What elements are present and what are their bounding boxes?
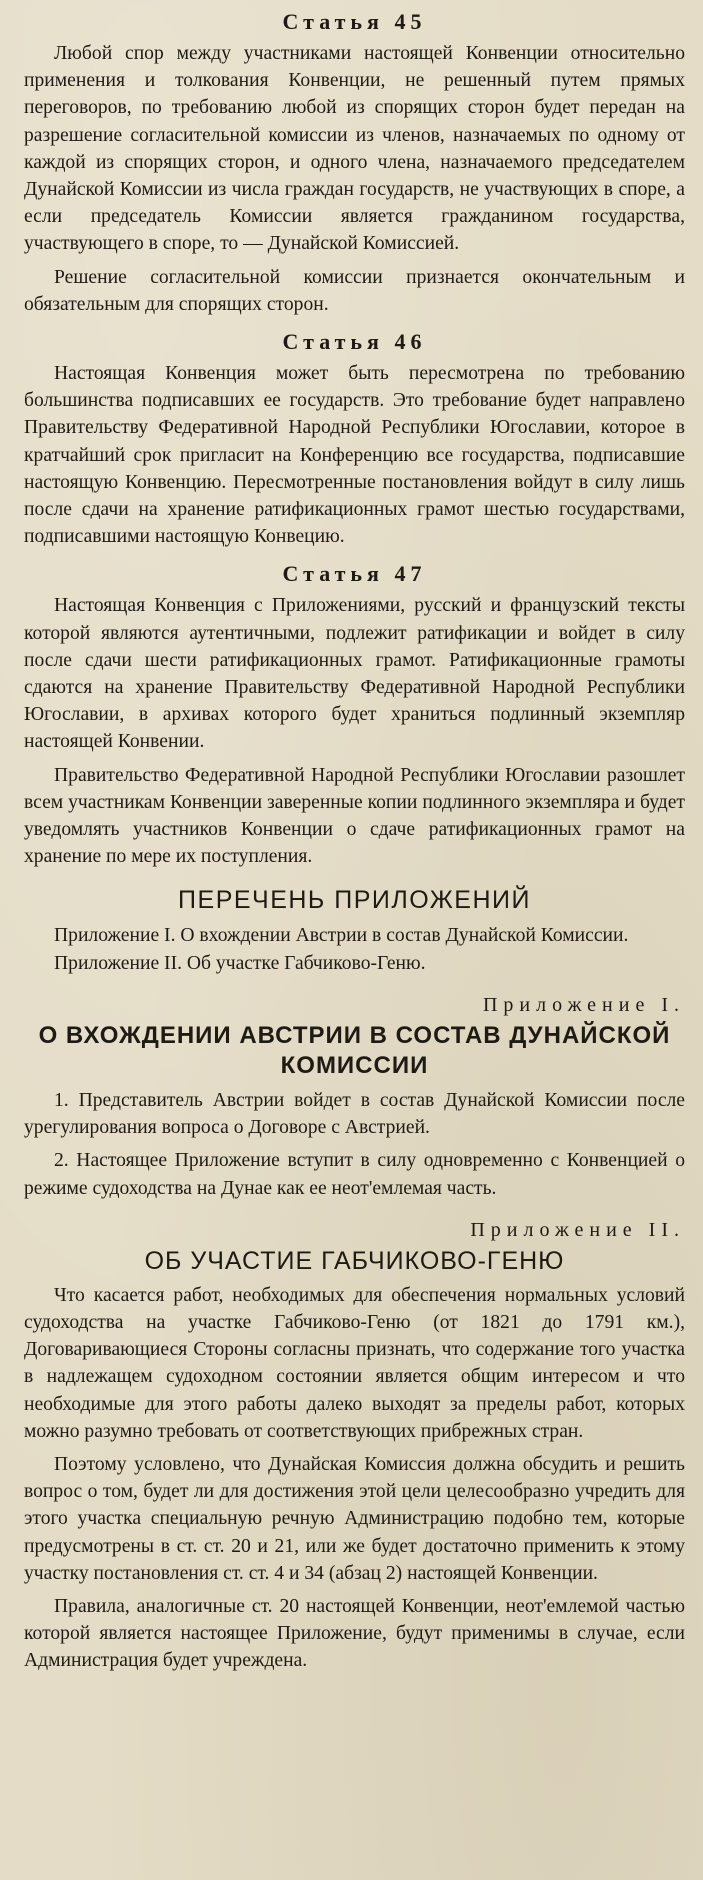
annex-1-paragraph-1: 1. Представитель Австрии войдет в состав Дунайской Комиссии после урегулирования вопроса о Договоре с Австрией. — [24, 1089, 685, 1139]
article-47 — [24, 560, 685, 870]
article-46 — [24, 328, 685, 550]
article-45 — [24, 8, 685, 318]
annex-1 — [24, 991, 685, 1202]
annex-list-item-1: Приложение I. О вхождении Австрии в состав Дунайской Комиссии. — [54, 925, 629, 947]
annex-2 — [24, 1216, 685, 1675]
article-45-paragraph-2: Решение согласительной комиссии признается окончательным и обязательным для спорящих сторон. — [24, 266, 685, 315]
annex-2-paragraph-3: Правила, аналогичные ст. 20 настоящей Конвенции, неот'емлемой частью которой является настоящее Приложение, будут применимы в случае, если Администрация будет учреждена. — [24, 1595, 685, 1672]
annex-2-paragraph-1: Что касается работ, необходимых для обеспечения нормальных условий судоходства на участке Габчиково-Геню (от 1821 до 1791 км.), Договаривающиеся Стороны согласны признать, что содержание того участка в надлежащем судоходном состоянии является общим интересом и что необходимые для этого работы далеко выходят за пределы работ, которых можно разумно требовать от соответствующих прибрежных стран. — [24, 1284, 685, 1442]
article-45-heading: Статья 45 — [282, 9, 427, 34]
annex-1-label: Приложение I. — [482, 993, 685, 1016]
annex-2-title: ОБ УЧАСТИЕ ГАБЧИКОВО-ГЕНЮ — [144, 1246, 565, 1275]
annex-list-item-2: Приложение II. Об участке Габчиково-Геню. — [54, 952, 426, 974]
annex-2-paragraph-2: Поэтому условлено, что Дунайская Комиссия должна обсудить и решить вопрос о том, будет ли для достижения этой цели целесообразно учредить для этого участка специальную речную Администрацию подобно тем, которые предусмотрены в ст. ст. 20 и 21, или же будет достаточно применить к этому участку постановления ст. ст. 4 и 34 (абзац 2) настоящей Конвенции. — [24, 1453, 685, 1584]
annex-list — [24, 884, 685, 976]
article-47-paragraph-2: Правительство Федеративной Народной Республики Югославии разошлет всем участникам Конвенции заверенные копии подлинного экземпляра и будет уведомлять участников Конвенции о сдаче ратификационных грамот на хранение по мере их поступления. — [24, 764, 685, 868]
annex-list-title: ПЕРЕЧЕНЬ ПРИЛОЖЕНИЙ — [178, 886, 531, 915]
article-46-paragraph-1: Настоящая Конвенция может быть пересмотрена по требованию большинства подписавших ее государств. Это требование будет направлено Правительству Федеративной Народной Республики Югославии, которое в кратчайший срок пригласит на Конференцию все государства, подписавшие настоящую Конвенцию. Пересмотренные постановления войдут в силу лишь после сдачи на хранение ратификационных грамот шестью государствами, подписавшими настоящую Конвецию. — [24, 363, 685, 548]
article-47-paragraph-1: Настоящая Конвенция с Приложениями, русский и французский тексты которой являются аутентичными, подлежит ратификации и войдет в силу после сдачи шести ратификационных грамот. Ратификационные грамоты сдаются на хранение Правительству Федеративной Народной Республики Югославии, в архивах которого будет храниться подлинный экземпляр настоящей Конвении. — [24, 595, 685, 753]
article-45-paragraph-1: Любой спор между участниками настоящей Конвенции относительно применения и толкования Конвенции, не решенный путем прямых переговоров, по требованию любой из спорящих сторон будет передан на разрешение согласительной комиссии из членов, назначаемых по одному от каждой из спорящих сторон, и одного члена, назначаемого председателем Дунайской Комиссии из числа граждан государств, не участвующих в споре, а если председатель Комиссии является гражданином государства, участвующего в споре, то — Дунайской Комиссией. — [24, 43, 685, 255]
annex-2-label: Приложение II. — [470, 1218, 685, 1241]
annex-1-paragraph-2: 2. Настоящее Приложение вступит в силу одновременно с Конвенцией о режиме судоходства на Дунае как ее неот'емлемая часть. — [24, 1150, 685, 1199]
article-47-heading: Статья 47 — [282, 561, 427, 587]
article-46-heading: Статья 46 — [282, 329, 427, 355]
annex-1-title: О ВХОЖДЕНИИ АВСТРИИ В СОСТАВ ДУНАЙСКОЙ КОМИССИИ — [38, 1021, 671, 1079]
